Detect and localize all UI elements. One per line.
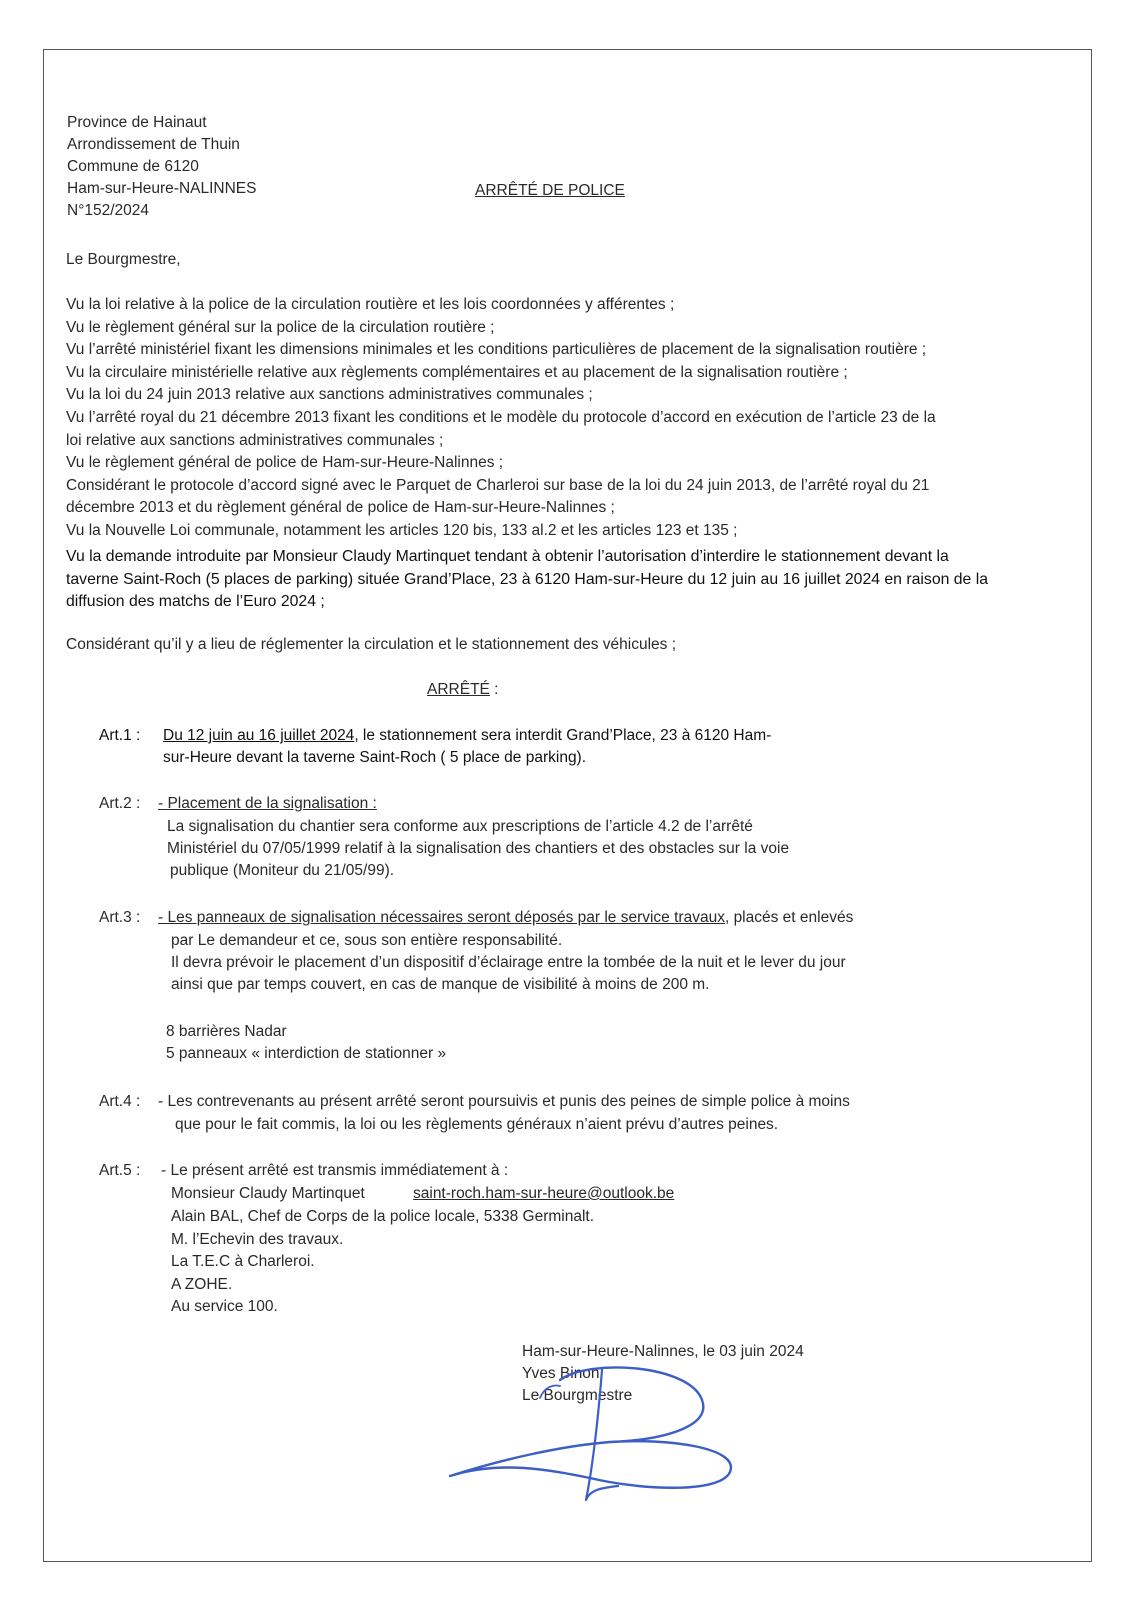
recipient-item: La T.E.C à Charleroi.: [171, 1253, 315, 1271]
article-3-line: par Le demandeur et ce, sous son entière responsabilité.: [171, 932, 563, 949]
article-2-text: [167, 816, 789, 882]
request-line: diffusion des matchs de l’Euro 2024 ;: [66, 593, 325, 611]
document-title: ARRÊTÉ DE POLICE: [475, 182, 625, 199]
article-3-underlined: - Les panneaux de signalisation nécessaires seront déposés par le service travaux: [158, 909, 725, 926]
article-2-line: La signalisation du chantier sera conforme aux prescriptions de l’article 4.2 de l’arrêté: [167, 818, 753, 835]
preamble-line: Vu la loi du 24 juin 2013 relative aux sanctions administratives communales ;: [66, 386, 593, 404]
preamble-line: décembre 2013 et du règlement général de police de Ham-sur-Heure-Nalinnes ;: [66, 499, 615, 517]
request-line: Vu la demande introduite par Monsieur Claudy Martinquet tendant à obtenir l’autorisation d’interdire le stationnement devant la: [66, 548, 949, 565]
request-paragraph: [66, 546, 988, 614]
decree-heading-word: ARRÊTÉ: [427, 681, 490, 698]
issuer-line: Arrondissement de Thuin: [67, 136, 240, 153]
article-3-text: [171, 930, 846, 996]
material-item: 8 barrières Nadar: [166, 1023, 287, 1040]
article-2-label: Art.2 :: [99, 795, 141, 812]
article-5-label: Art.5 :: [99, 1162, 141, 1179]
preamble: [66, 294, 936, 543]
preamble-line: Vu la Nouvelle Loi communale, notamment les articles 120 bis, 133 al.2 et les articles 123 et 135 ;: [66, 521, 738, 539]
signatory-name: Yves Binon: [522, 1365, 600, 1382]
article-1-text: [163, 725, 771, 769]
article-2-line: Ministériel du 07/05/1999 relatif à la signalisation des chantiers et des obstacles sur la voie: [167, 840, 790, 857]
salutation: Le Bourgmestre,: [66, 251, 181, 268]
recipient-item: Alain BAL, Chef de Corps de la police locale, 5338 Germinalt.: [171, 1208, 595, 1225]
issuer-line: Ham-sur-Heure-NALINNES: [67, 180, 257, 197]
signatory-title: Le Bourgmestre: [522, 1387, 633, 1404]
article-3-rest: , placés et enlevés: [724, 909, 854, 926]
article-3-first-line: [158, 907, 853, 929]
article-5-intro: - Le présent arrêté est transmis immédiatement à :: [161, 1162, 509, 1179]
recipient-name: Monsieur Claudy Martinquet: [171, 1185, 365, 1202]
article-2-heading: - Placement de la signalisation :: [158, 795, 377, 812]
article-4-line: que pour le fait commis, la loi ou les règlements généraux n’aient prévu d’autres peines.: [175, 1116, 779, 1133]
preamble-line: Vu l’arrêté royal du 21 décembre 2013 fixant les conditions et le modèle du protocole d’accord en exécution de l’article 23 de la: [66, 408, 936, 426]
article-3-materials: [166, 1021, 446, 1065]
article-3-line: Il devra prévoir le placement d’un dispositif d’éclairage entre la tombée de la nuit et le lever du jour: [171, 954, 846, 971]
preamble-line: Vu la loi relative à la police de la circulation routière et les lois coordonnées y afférentes ;: [66, 296, 675, 313]
preamble-line: loi relative aux sanctions administratives communales ;: [66, 431, 444, 449]
article-1-label: Art.1 :: [99, 727, 141, 744]
issuer-line: Commune de 6120: [67, 158, 199, 175]
considering-paragraph: Considérant qu’il y a lieu de réglementer la circulation et le stationnement des véhicules ;: [66, 636, 677, 653]
preamble-line: Considérant le protocole d’accord signé avec le Parquet de Charleroi sur base de la loi du 24 juin 2013, de l’arrêté royal du 21: [66, 476, 930, 494]
recipient-email-link[interactable]: saint-roch.ham-sur-heure@outlook.be: [413, 1185, 675, 1202]
issuer-line: Province de Hainaut: [67, 114, 207, 131]
preamble-line: Vu le règlement général sur la police de la circulation routière ;: [66, 318, 495, 336]
recipient-item: A ZOHE.: [171, 1275, 233, 1293]
article-3-line: ainsi que par temps couvert, en cas de manque de visibilité à moins de 200 m.: [171, 976, 710, 993]
article-4-line: - Les contrevenants au présent arrêté seront poursuivis et punis des peines de simple police à moins: [158, 1093, 850, 1110]
recipient-item: Au service 100.: [171, 1298, 278, 1316]
article-2-line: publique (Moniteur du 21/05/99).: [170, 862, 395, 879]
handwritten-signature: [440, 1360, 760, 1530]
article-1-line: sur-Heure devant la taverne Saint-Roch ( 5 place de parking).: [163, 749, 587, 766]
article-4-label: Art.4 :: [99, 1093, 141, 1110]
material-item: 5 panneaux « interdiction de stationner »: [166, 1045, 447, 1062]
decree-heading: [427, 679, 499, 701]
signature-place-date: Ham-sur-Heure-Nalinnes, le 03 juin 2024: [522, 1343, 804, 1360]
article-1-date: Du 12 juin au 16 juillet 2024: [163, 727, 355, 744]
issuer-block: [67, 112, 256, 222]
recipient-item: M. l’Echevin des travaux.: [171, 1230, 344, 1248]
recipient-list: [171, 1206, 594, 1319]
article-3-label: Art.3 :: [99, 909, 141, 926]
preamble-line: Vu la circulaire ministérielle relative aux règlements complémentaires et au placement de la signalisation routière ;: [66, 363, 848, 381]
preamble-line: Vu le règlement général de police de Ham-sur-Heure-Nalinnes ;: [66, 454, 504, 472]
preamble-line: Vu l’arrêté ministériel fixant les dimensions minimales et les conditions particulières de placement de la signalisation routière ;: [66, 341, 927, 359]
decree-heading-colon: :: [489, 681, 499, 698]
article-1-rest: , le stationnement sera interdit Grand’Place, 23 à 6120 Ham-: [354, 727, 772, 744]
request-line: taverne Saint-Roch (5 places de parking) située Grand’Place, 23 à 6120 Ham-sur-Heure du 12 juin au 16 juillet 2024 en raison de la: [66, 570, 989, 588]
decree-number: N°152/2024: [67, 202, 150, 219]
